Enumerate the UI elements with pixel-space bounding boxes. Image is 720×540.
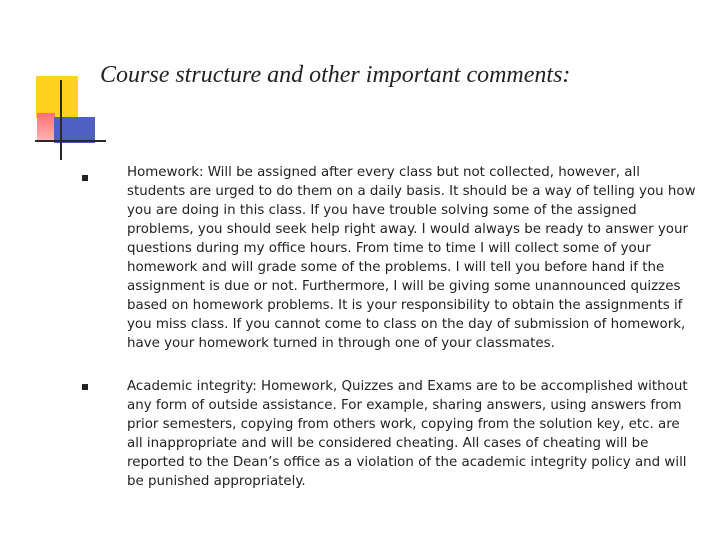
decorative-pink-square [37,113,55,140]
academic-integrity-paragraph [127,377,697,491]
decorative-vertical-line [60,80,62,160]
bullet-square-icon [82,175,88,181]
slide-title: Course structure and other important comments: [100,62,571,88]
academic-integrity-label: Academic integrity: [127,379,257,394]
homework-paragraph [127,163,697,353]
decorative-yellow-square [36,76,78,118]
decorative-horizontal-line [35,140,106,142]
bullet-square-icon [82,384,88,390]
homework-text: Will be assigned after every class but not collected, however, all students are urged to do them on a daily basis. It should be a way of telling you how you are doing in this class. If you have trouble solving some of the assigned problems, you should seek help right away. I would always be ready to answer your questions during my office hours. From time to time I will collect some of your homework and will grade some of the problems. I will tell you before hand if the assignment is due or not. Furthermore, I will be giving some unannounced quizzes based on homework problems. It is your responsibility to obtain the assignments if you miss class. If you cannot come to class on the day of submission of homework, have your homework turned in through one of your classmates. [127,165,696,351]
homework-label: Homework: [127,165,204,180]
academic-integrity-text: Homework, Quizzes and Exams are to be accomplished without any form of outside assistance. For example, sharing answers, using answers from prior semesters, copying from others work, copying from the solution key, etc. are all inappropriate and will be considered cheating. All cases of cheating will be reported to the Dean’s office as a violation of the academic integrity policy and will be punished appropriately. [127,379,688,489]
